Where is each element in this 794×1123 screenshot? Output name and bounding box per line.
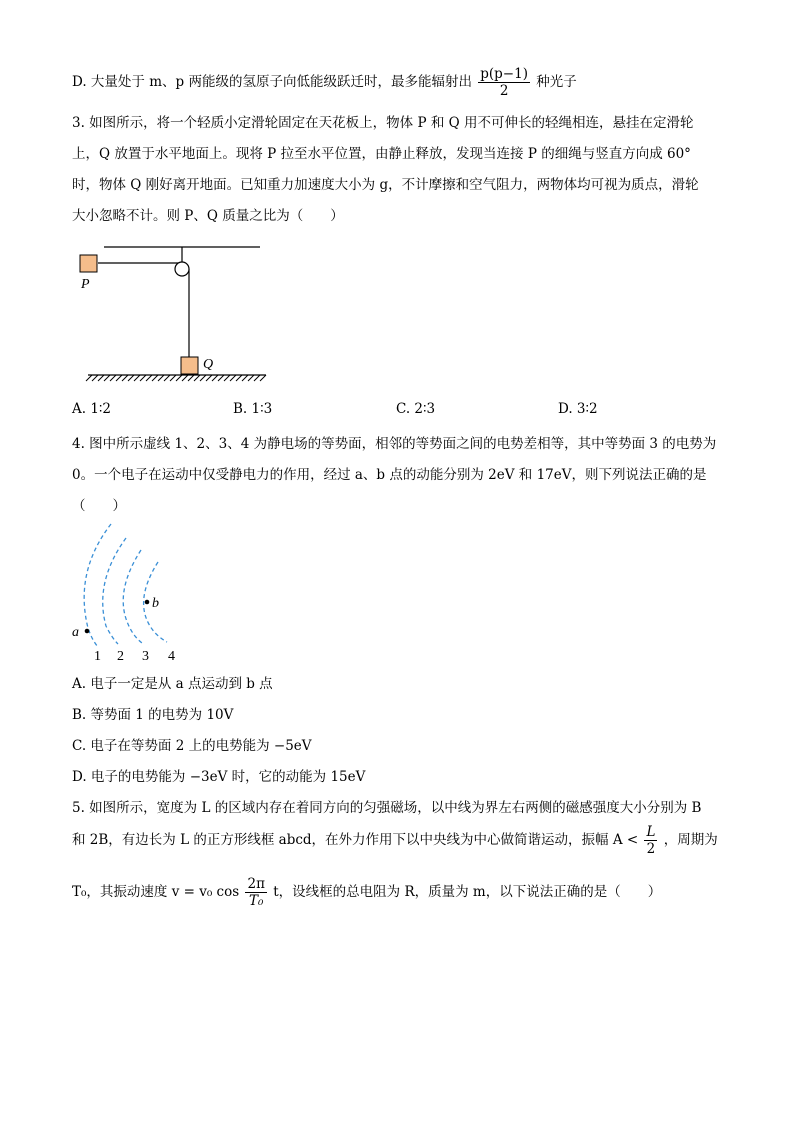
q3-stem-line-4: 大小忽略不计。则 P、Q 质量之比为（ ） (72, 208, 344, 224)
surface-label-1: 1 (94, 649, 101, 664)
fraction-denominator: 2 (499, 83, 509, 99)
fraction-numerator: L (646, 824, 656, 840)
q3-stem-line-1: 3. 如图所示，将一个轻质小定滑轮固定在天花板上，物体 P 和 Q 用不可伸长的轻绳相连，悬挂在定滑轮 (72, 115, 694, 131)
q5-stem-line-3 (72, 876, 661, 909)
q3-option-b: B. 1∶3 (233, 401, 273, 417)
q4-stem-line-2: 0。一个电子在运动中仅受静电力的作用，经过 a、b 点的动能分别为 2eV 和 17eV，则下列说法正确的是 (72, 467, 707, 483)
fraction-numerator: 2π (247, 876, 265, 892)
q4-option-a: A. 电子一定是从 a 点运动到 b 点 (72, 676, 273, 692)
fraction-denominator: 2 (646, 841, 656, 857)
label-b: b (152, 596, 159, 611)
surface-label-4: 4 (168, 649, 175, 664)
q3-option-c: C. 2∶3 (396, 401, 436, 417)
surface-label-2: 2 (117, 649, 124, 664)
q5-stem-line-2 (72, 824, 718, 857)
angular-frequency-fraction (245, 876, 266, 909)
ground-hatch (86, 375, 266, 381)
amplitude-fraction (644, 824, 657, 857)
q2-option-d-fraction (478, 66, 530, 99)
q3-option-a: A. 1∶2 (72, 401, 112, 417)
q5-stem-line-1: 5. 如图所示，宽度为 L 的区域内存在着同方向的匀强磁场，以中线为界左右两侧的磁感强度大小分别为 B (72, 800, 702, 816)
q4-option-d: D. 电子的电势能为 −3eV 时，它的动能为 15eV (72, 769, 366, 785)
q3-stem-line-2: 上，Q 放置于水平地面上。现将 P 拉至水平位置，由静止释放，发现当连接 P 的细绳与竖直方向成 60° (72, 146, 691, 162)
point-b (145, 600, 150, 605)
q5-line-2-prefix: 和 2B，有边长为 L 的正方形线框 abcd，在外力作用下以中央线为中心做简谐运动，振幅 A < (72, 832, 639, 848)
equipotential-surface-1 (84, 524, 111, 647)
pulley-icon (175, 262, 189, 276)
label-a: a (72, 625, 79, 640)
q3-stem-line-3: 时，物体 Q 刚好离开地面。已知重力加速度大小为 g，不计摩擦和空气阻力，两物体均可视为质点，滑轮 (72, 177, 699, 193)
block-q (181, 357, 198, 374)
q2-option-d (72, 66, 577, 99)
q4-equipotential-figure (66, 520, 196, 665)
label-p: P (81, 277, 90, 292)
block-p (80, 255, 97, 272)
q5-line-3-suffix: t，设线框的总电阻为 R，质量为 m，以下说法正确的是（ ） (273, 884, 662, 900)
q3-pulley-figure (70, 236, 280, 386)
equipotential-surface-2 (103, 538, 126, 644)
q4-option-b: B. 等势面 1 的电势为 10V (72, 707, 234, 723)
q2-option-d-suffix: 种光子 (536, 74, 577, 90)
q5-line-3-prefix: T₀，其振动速度 v = v₀ cos (72, 884, 240, 900)
q4-stem-line-3: （ ） (72, 498, 126, 514)
q5-line-2-suffix: ，周期为 (663, 832, 718, 848)
point-a (85, 629, 90, 634)
surface-label-3: 3 (142, 649, 149, 664)
q4-stem-line-1: 4. 图中所示虚线 1、2、3、4 为静电场的等势面，相邻的等势面之间的电势差相等，其中等势面 3 的电势为 (72, 436, 717, 452)
fraction-denominator: T₀ (249, 893, 264, 909)
fraction-numerator: p(p−1) (480, 66, 528, 82)
q3-option-d: D. 3∶2 (558, 401, 598, 417)
equipotential-surface-3 (123, 550, 142, 643)
label-q: Q (203, 357, 214, 372)
q2-option-d-prefix: D. 大量处于 m、p 两能级的氢原子向低能级跃迁时，最多能辐射出 (72, 74, 472, 90)
q4-option-c: C. 电子在等势面 2 上的电势能为 −5eV (72, 738, 312, 754)
